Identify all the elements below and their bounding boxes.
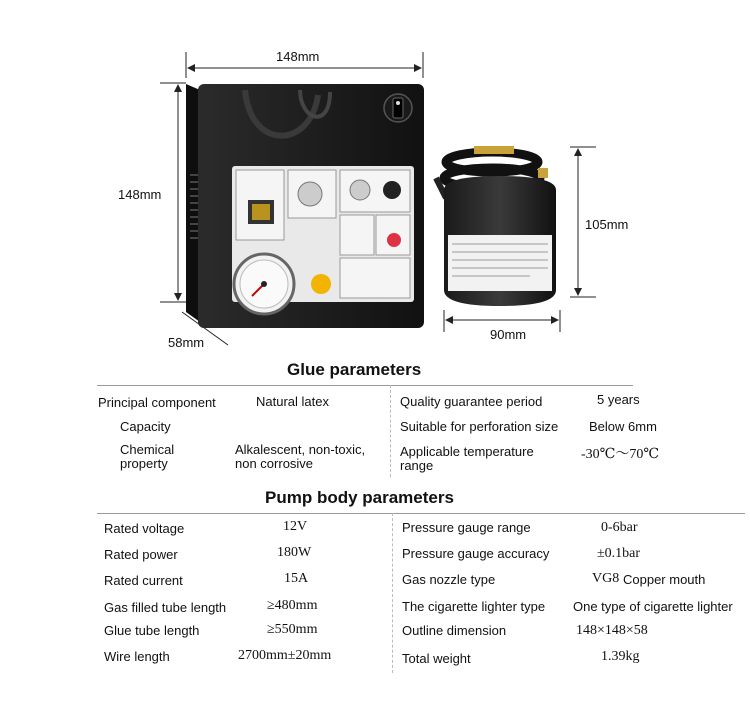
pump-label-gas-tube-length: Gas filled tube length <box>104 600 227 615</box>
dimension-depth-label: 58mm <box>168 335 205 350</box>
pump-table-divider <box>392 513 394 673</box>
glue-label-chemical-property: Chemical property <box>120 442 175 471</box>
pump-label-outline-dimension: Outline dimension <box>402 623 507 638</box>
pump-label-glue-tube-length: Glue tube length <box>104 623 200 638</box>
pump-label-gauge-accuracy: Pressure gauge accuracy <box>402 546 550 561</box>
glue-label-capacity: Capacity <box>120 419 171 434</box>
pump-label-rated-current: Rated current <box>104 573 183 588</box>
glue-parameters-title: Glue parameters <box>287 360 422 379</box>
pump-label-wire-length: Wire length <box>104 649 170 664</box>
dimension-height-label: 148mm <box>118 187 162 202</box>
pump-label-gas-nozzle-type: Gas nozzle type <box>402 572 496 587</box>
dimension-bottle-width-label: 90mm <box>490 327 527 342</box>
glue-value-temperature-range: -30℃～70℃ <box>581 447 659 462</box>
pump-value-gauge-accuracy: ±0.1bar <box>597 546 641 561</box>
bottle-label <box>448 235 552 291</box>
pump-value-total-weight: 1.39kg <box>601 649 640 664</box>
pump-table-top-rule <box>97 513 745 514</box>
pump-value-glue-tube-length: ≥550mm <box>267 622 318 637</box>
pump-value-wire-length: 2700mm±20mm <box>238 648 332 663</box>
glue-value-principal-component: Natural latex <box>256 394 329 409</box>
pump-value-lighter-type: One type of cigarette lighter <box>573 599 733 614</box>
pump-value-rated-current: 15A <box>284 571 309 586</box>
pump-value-gas-nozzle-material: Copper mouth <box>623 572 706 587</box>
yellow-button-icon <box>311 274 331 294</box>
pump-value-gauge-range: 0-6bar <box>601 520 638 535</box>
power-switch-icon <box>384 94 412 122</box>
pump-value-gas-tube-length: ≥480mm <box>267 598 318 613</box>
dimension-height-line <box>160 83 186 302</box>
glue-label-principal-component: Principal component <box>98 395 216 410</box>
glue-value-quality-guarantee: 5 years <box>597 392 640 407</box>
pump-label-rated-power: Rated power <box>104 547 178 562</box>
glue-value-chemical-property: Alkalescent, non-toxic, non corrosive <box>235 442 366 471</box>
pump-label-rated-voltage: Rated voltage <box>104 521 185 536</box>
dimension-bottle-height-label: 105mm <box>585 217 629 232</box>
dimension-width-label: 148mm <box>276 49 320 64</box>
pump-value-rated-voltage: 12V <box>283 519 308 534</box>
pressure-gauge-icon <box>234 254 294 314</box>
compressor-unit <box>186 84 424 328</box>
pump-value-gas-nozzle-model: VG8 <box>592 571 620 586</box>
pump-label-gauge-range: Pressure gauge range <box>402 520 531 535</box>
pump-value-rated-power: 180W <box>277 545 312 560</box>
glue-table-divider <box>390 385 392 477</box>
glue-label-quality-guarantee: Quality guarantee period <box>400 394 543 409</box>
glue-label-perforation-size: Suitable for perforation size <box>400 419 559 434</box>
pump-value-outline-dimension: 148×148×58 <box>576 623 648 638</box>
pump-label-lighter-type: The cigarette lighter type <box>402 599 546 614</box>
glue-value-perforation-size: Below 6mm <box>589 419 657 434</box>
pump-label-total-weight: Total weight <box>402 651 471 666</box>
pump-parameters-title: Pump body parameters <box>265 488 454 507</box>
sealant-bottle <box>436 146 556 306</box>
glue-table-top-rule <box>97 385 633 386</box>
glue-label-temperature-range: Applicable temperature range <box>400 444 534 473</box>
